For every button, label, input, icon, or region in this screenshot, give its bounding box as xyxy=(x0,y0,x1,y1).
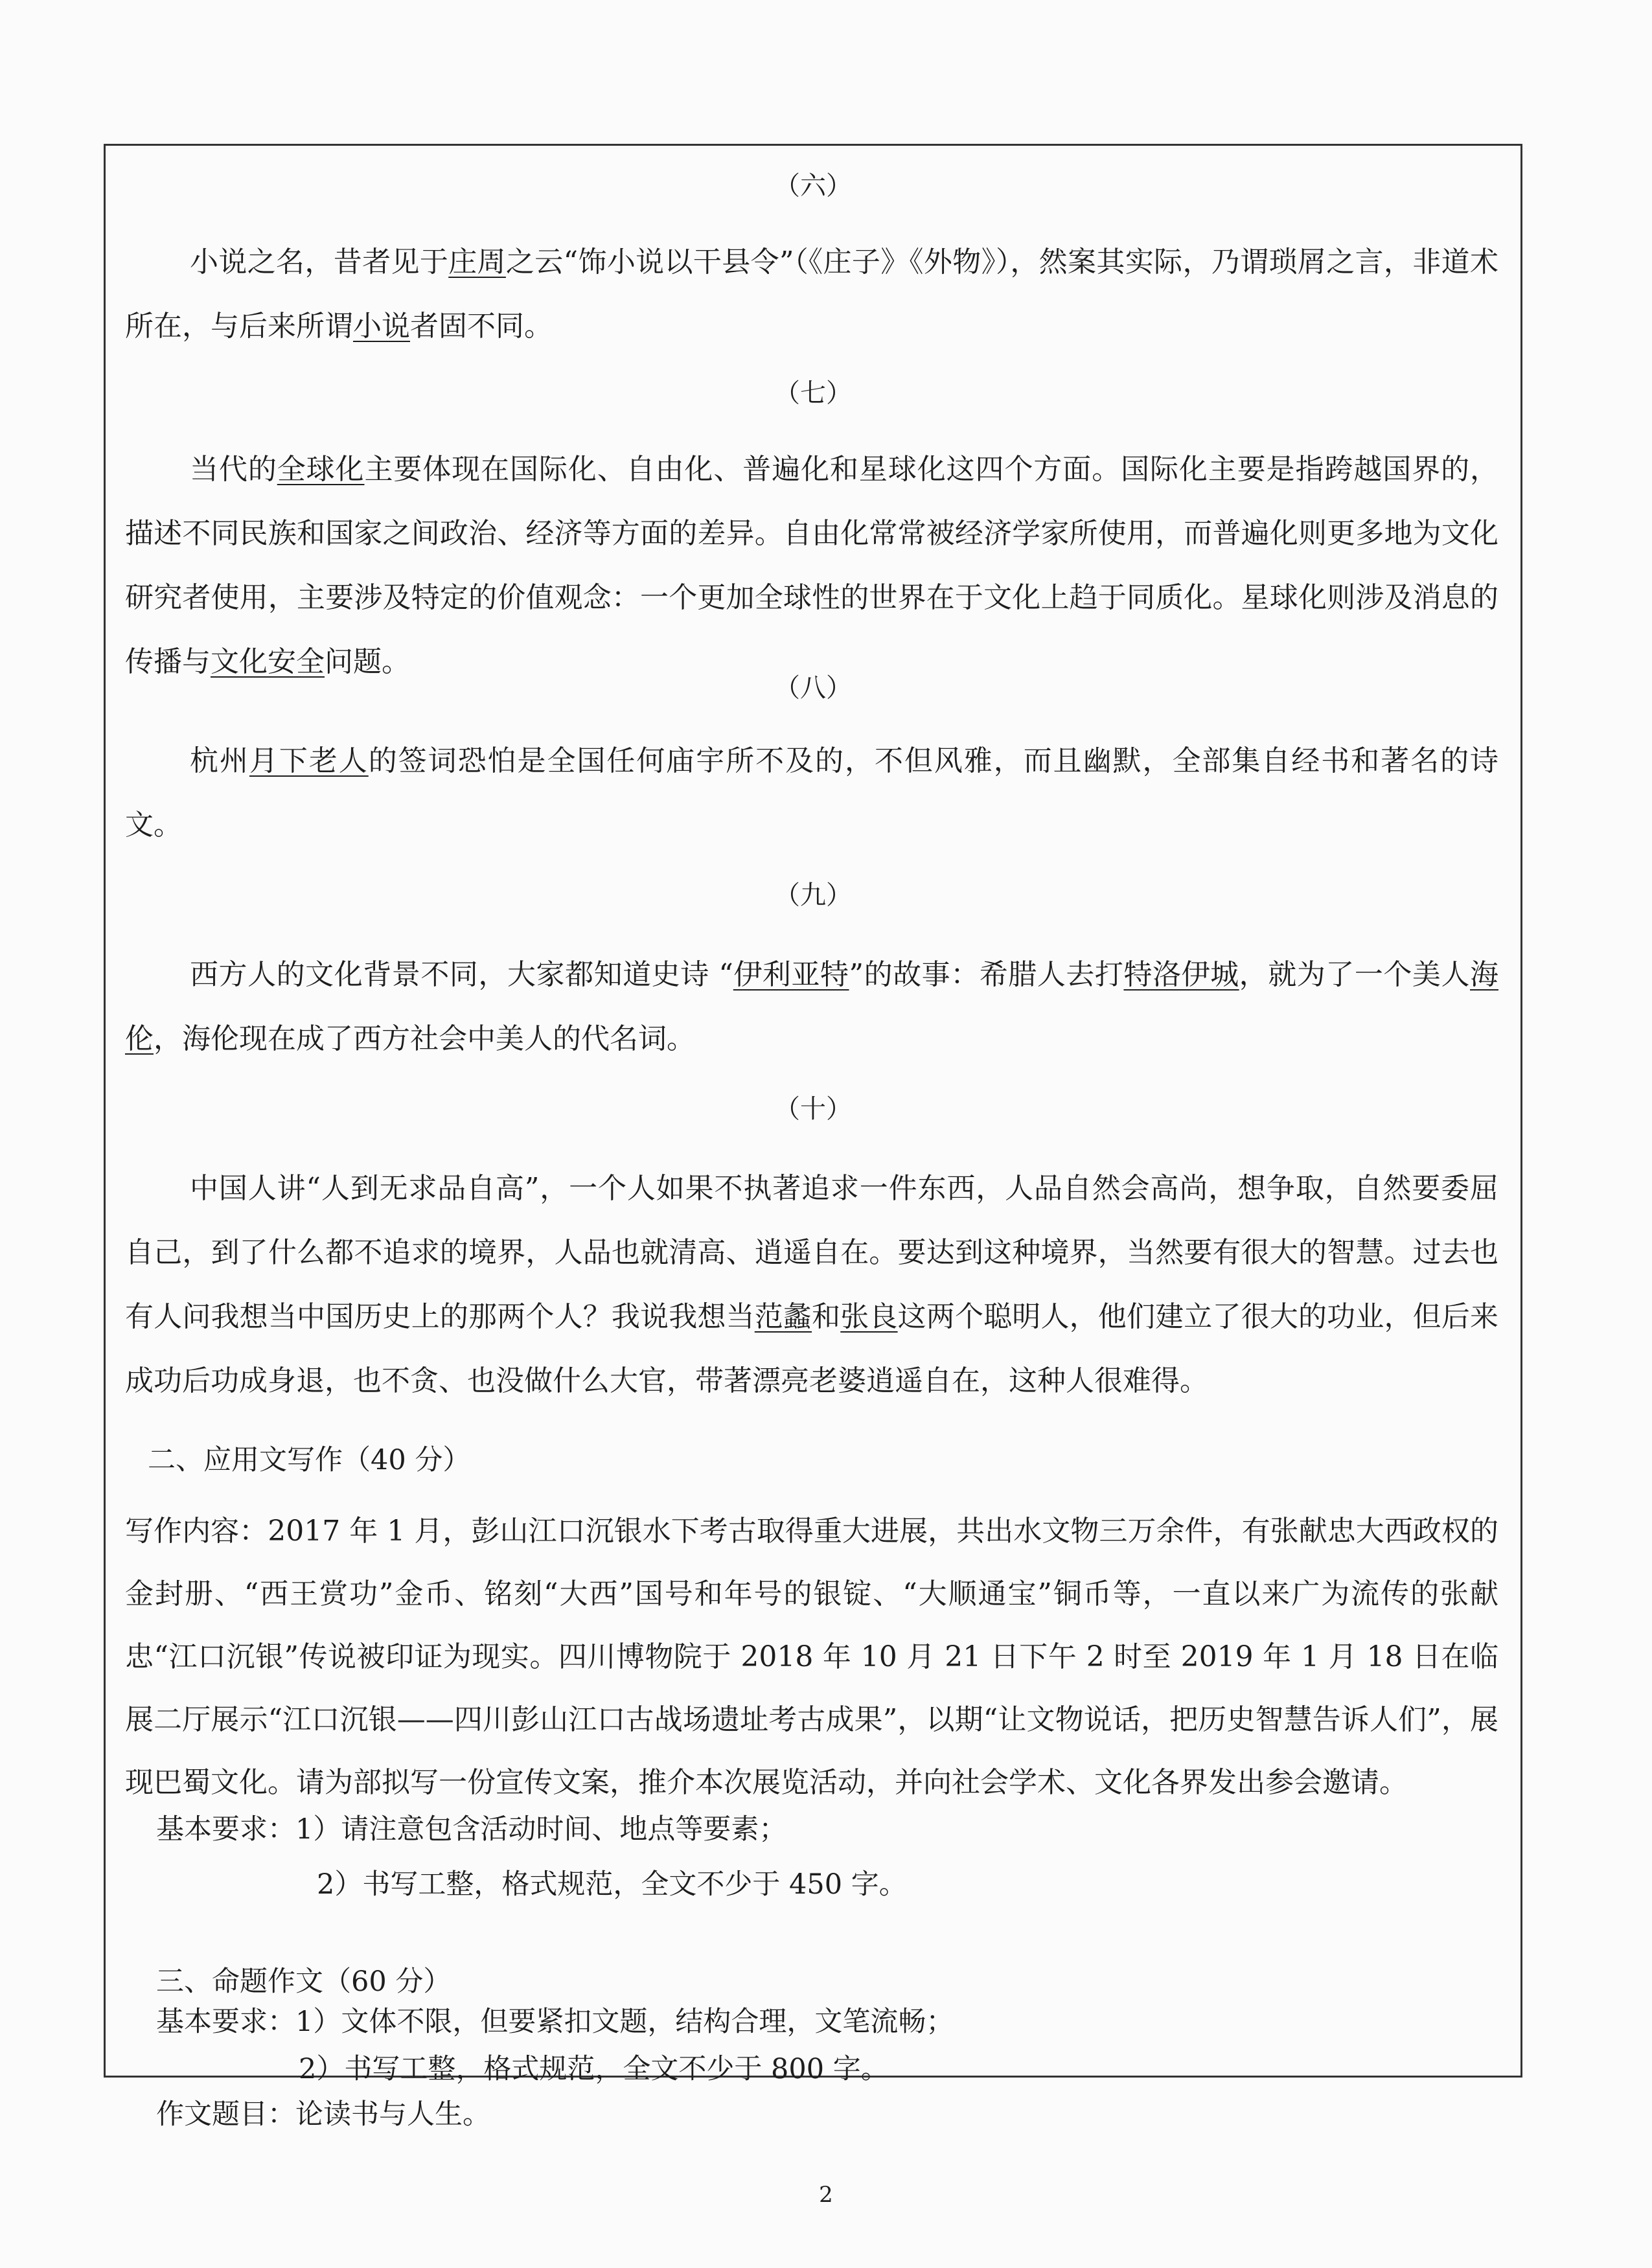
part-3-requirement-2: 2）书写工整，格式规范，全文不少于 800 字。 xyxy=(299,2053,889,2085)
section-6-heading: （六） xyxy=(774,171,852,201)
part-2-requirement-2: 2）书写工整，格式规范，全文不少于 450 字。 xyxy=(317,1868,907,1901)
section-9-heading: （九） xyxy=(774,880,852,910)
exam-frame xyxy=(104,144,1522,2131)
section-10-heading: （十） xyxy=(774,1094,852,1124)
part-3-title: 三、命题作文（60 分） xyxy=(156,1965,452,1998)
section-8-heading: （八） xyxy=(774,673,852,703)
part-2-requirement-1: 基本要求：1）请注意包含活动时间、地点等要素； xyxy=(156,1813,787,1846)
page-number: 2 xyxy=(819,2182,833,2208)
section-10-text: 中国人讲“人到无求品自高”，一个人如果不执著追求一件东西，人品自然会高尚，想争取，自然要委屈自己，到了什么都不追求的境界，人品也就清高、逍遥自在。要达到这种境界，当然要有很大的智慧。过去也有人问我想当中国历史上的那两个人？我说我想当范蠡和张良这两个聪明人，他们建立了很大的功业，但后来成功后功成身退，也不贪、也没做什么大官，带著漂亮老婆逍遥自在，这种人很难得。 xyxy=(125,1172,1499,1397)
section-7-heading: （七） xyxy=(774,378,852,408)
section-8-text: 杭州月下老人的签词恐怕是全国任何庙宇所不及的，不但风雅，而且幽默，全部集自经书和著名的诗文。 xyxy=(125,744,1499,842)
section-7-text: 当代的全球化主要体现在国际化、自由化、普遍化和星球化这四个方面。国际化主要是指跨越国界的，描述不同民族和国家之间政治、经济等方面的差异。自由化常常被经济学家所使用，而普遍化则更多地为文化研究者使用，主要涉及特定的价值观念：一个更加全球性的世界在于文化上趋于同质化。星球化则涉及消息的传播与文化安全问题。 xyxy=(125,453,1499,678)
section-9-text: 西方人的文化背景不同，大家都知道史诗 “伊利亚特”的故事：希腊人去打特洛伊城，就为了一个美人海伦，海伦现在成了西方社会中美人的代名词。 xyxy=(125,958,1499,1055)
part-3-requirement-1: 基本要求：1）文体不限，但要紧扣文题，结构合理，文笔流畅； xyxy=(156,2006,954,2038)
part-3-topic: 作文题目：论读书与人生。 xyxy=(156,2098,490,2131)
part-2-content: 写作内容：2017 年 1 月，彭山江口沉银水下考古取得重大进展，共出水文物三万余件，有张献忠大西政权的金封册、“西王赏功”金币、铭刻“大西”国号和年号的银锭、“大顺通宝”铜币等，一直以来广为流传的张献忠“江口沉银”传说被印证为现实。四川博物院于 2018 年 10 月 21 日下午 2 时至 2019 年 1 月 18 日在临展二厅展示“江口沉银——四川彭山江口古战场遗址考古成果”，以期“让文物说话，把历史智慧告诉人们”，展现巴蜀文化。请为部拟写一份宣传文案，推介本次展览活动，并向社会学术、文化各界发出参会邀请。 xyxy=(125,1515,1498,1799)
section-6-text: 小说之名，昔者见于庄周之云“饰小说以干县令”（《庄子》《外物》），然案其实际，乃谓琐屑之言，非道术所在，与后来所谓小说者固不同。 xyxy=(125,246,1498,343)
part-2-title: 二、应用文写作（40 分） xyxy=(148,1444,471,1476)
